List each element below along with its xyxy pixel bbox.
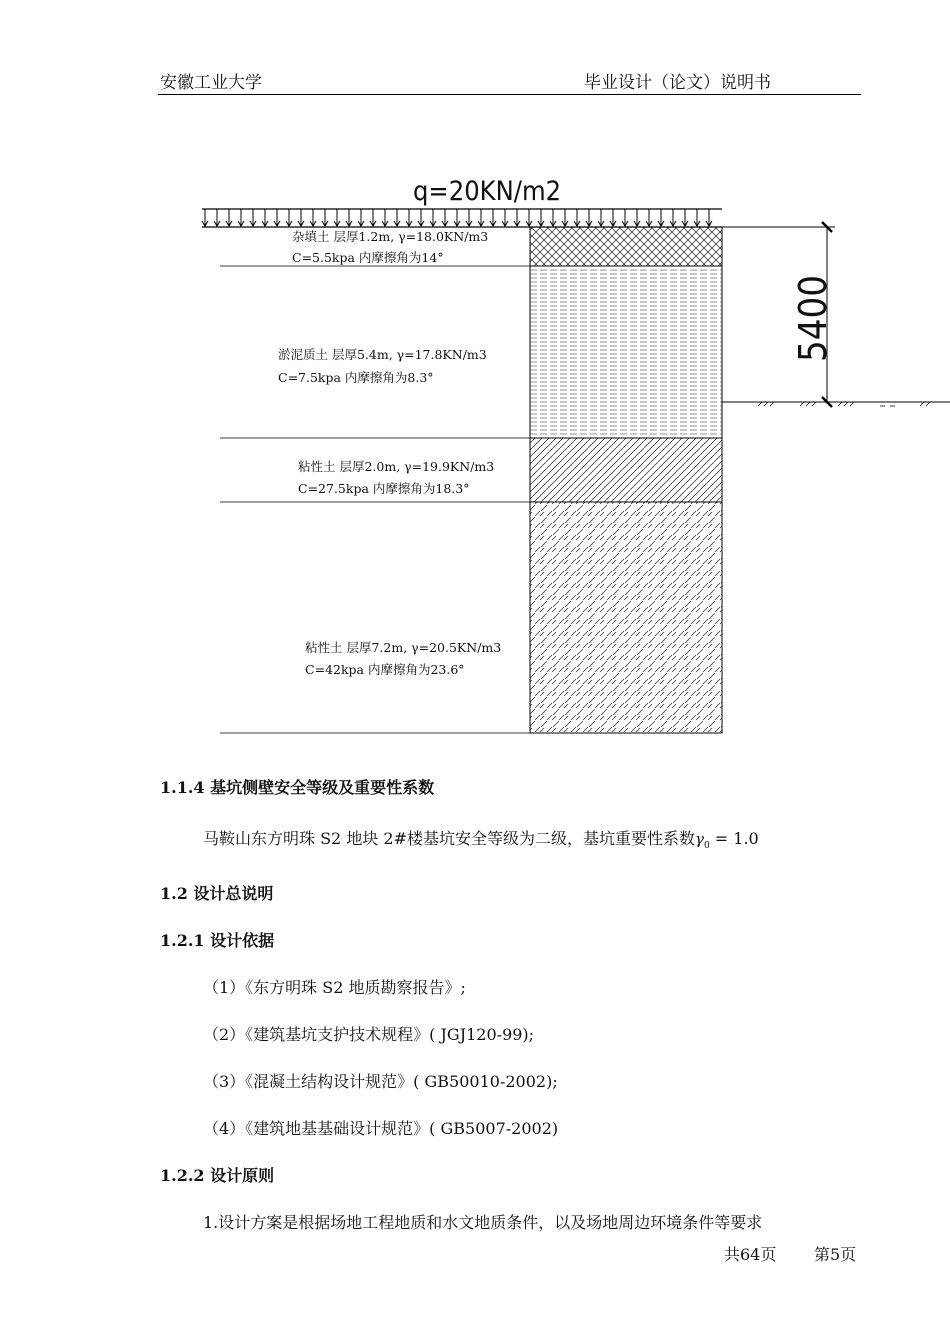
section-1-1-4-text: 马鞍山东方明珠 S2 地块 2#楼基坑安全等级为二级，基坑重要性系数$\gamma_0 = 1.0$ xyxy=(203,829,759,851)
reference-item: （4）《建筑地基基础设计规范》( GB5007-2002) xyxy=(203,1119,559,1138)
load-arrow xyxy=(346,209,352,226)
section-1-2-1-heading: 1.2.1 设计依据 xyxy=(160,931,275,950)
section-1-2-2-heading: 1.2.2 设计原则 xyxy=(160,1166,275,1185)
layer-2-hatch xyxy=(530,266,722,438)
load-arrow xyxy=(430,209,436,226)
header-title: 毕业设计（论文）说明书 xyxy=(584,73,771,93)
header-school: 安徽工业大学 xyxy=(160,73,262,93)
load-arrow xyxy=(646,209,652,226)
gamma-symbol: $\gamma_0$ xyxy=(695,830,710,851)
load-arrows xyxy=(202,209,712,226)
load-arrow xyxy=(238,209,244,226)
load-arrow xyxy=(610,209,616,226)
soil-marks xyxy=(758,402,930,406)
soil-profile-diagram xyxy=(0,160,950,750)
layer-1-hatch xyxy=(530,227,722,266)
load-arrow xyxy=(406,209,412,226)
load-arrow xyxy=(250,209,256,226)
section-1-2-heading: 1.2 设计总说明 xyxy=(160,884,274,903)
layer-1-line1: 杂填土 层厚1.2m, γ=18.0KN/m3 xyxy=(292,229,489,244)
load-arrow xyxy=(478,209,484,226)
layer-3-line2: C=27.5kpa 内摩擦角为18.3° xyxy=(298,481,470,496)
layer-2-line2: C=7.5kpa 内摩擦角为8.3° xyxy=(278,370,434,385)
layer-1-line2: C=5.5kpa 内摩擦角为14° xyxy=(292,250,444,265)
section-1-2-2-text: 1.设计方案是根据场地工程地质和水文地质条件，以及场地周边环境条件等要求 xyxy=(203,1213,763,1232)
load-arrow xyxy=(622,209,628,226)
load-arrow xyxy=(286,209,292,226)
load-arrow xyxy=(514,209,520,226)
load-arrow xyxy=(550,209,556,226)
load-arrow xyxy=(538,209,544,226)
load-arrow xyxy=(706,209,712,226)
load-arrow xyxy=(274,209,280,226)
layer-4-hatch xyxy=(530,502,722,733)
load-arrow xyxy=(202,209,208,226)
load-arrow xyxy=(418,209,424,226)
load-arrow xyxy=(370,209,376,226)
load-arrow xyxy=(298,209,304,226)
reference-item: （3）《混凝土结构设计规范》( GB50010-2002); xyxy=(203,1072,558,1091)
load-arrow xyxy=(634,209,640,226)
load-label: q=20KN/m2 xyxy=(413,176,562,207)
layer-2-line1: 淤泥质土 层厚5.4m, γ=17.8KN/m3 xyxy=(278,347,487,362)
section-1-1-4-heading: 1.1.4 基坑侧壁安全等级及重要性系数 xyxy=(160,778,435,797)
load-arrow xyxy=(454,209,460,226)
layer-4-line2: C=42kpa 内摩擦角为23.6° xyxy=(305,662,465,677)
load-arrow xyxy=(490,209,496,226)
load-arrow xyxy=(586,209,592,226)
layer-3-line1: 粘性土 层厚2.0m, γ=19.9KN/m3 xyxy=(298,459,495,474)
load-arrow xyxy=(562,209,568,226)
load-arrow xyxy=(382,209,388,226)
reference-item: （2）《建筑基坑支护技术规程》( JGJ120-99); xyxy=(203,1025,535,1044)
load-arrow xyxy=(502,209,508,226)
footer-total-pages: 共64页 xyxy=(724,1245,777,1264)
load-arrow xyxy=(334,209,340,226)
load-arrow xyxy=(574,209,580,226)
load-arrow xyxy=(262,209,268,226)
load-arrow xyxy=(670,209,676,226)
load-arrow xyxy=(682,209,688,226)
load-arrow xyxy=(658,209,664,226)
footer-page-number: 第5页 xyxy=(814,1245,857,1264)
load-arrow xyxy=(598,209,604,226)
dimension-label: 5400 xyxy=(791,275,835,362)
load-arrow xyxy=(322,209,328,226)
load-arrow xyxy=(466,209,472,226)
load-arrow xyxy=(214,209,220,226)
load-arrow xyxy=(358,209,364,226)
layer-3-hatch xyxy=(530,438,722,502)
header-rule xyxy=(158,94,861,95)
reference-item: （1）《东方明珠 S2 地质勘察报告》; xyxy=(203,978,466,997)
load-arrow xyxy=(694,209,700,226)
load-arrow xyxy=(310,209,316,226)
load-arrow xyxy=(526,209,532,226)
load-arrow xyxy=(394,209,400,226)
layer-4-line1: 粘性土 层厚7.2m, γ=20.5KN/m3 xyxy=(305,640,502,655)
load-arrow xyxy=(226,209,232,226)
load-arrow xyxy=(442,209,448,226)
